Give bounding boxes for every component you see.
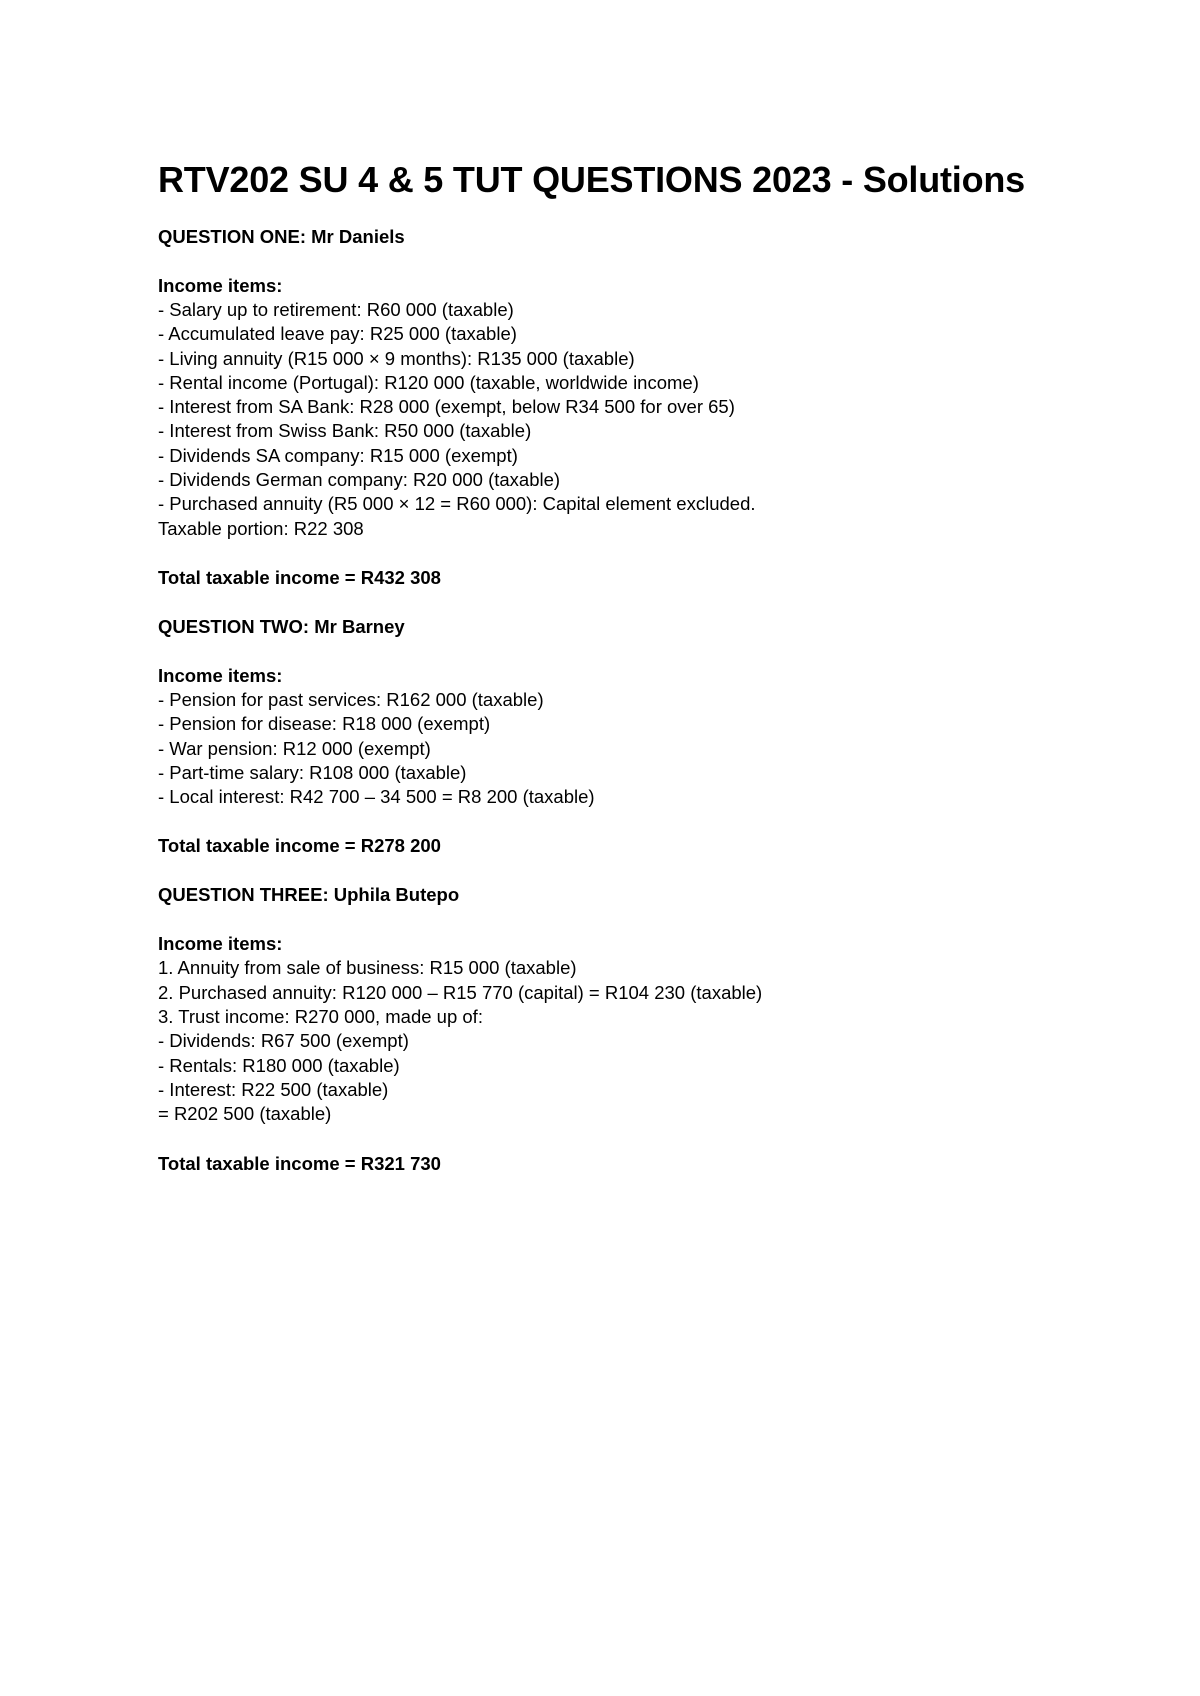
income-line: - Pension for past services: R162 000 (taxable)	[158, 688, 544, 710]
income-line: - Interest: R22 500 (taxable)	[158, 1078, 389, 1100]
question-three-section	[158, 883, 1118, 1175]
income-line: = R202 500 (taxable)	[158, 1103, 332, 1125]
question-one-heading: QUESTION ONE: Mr Daniels	[158, 226, 405, 247]
income-line: - Purchased annuity (R5 000 × 12 = R60 000): Capital element excluded.	[158, 493, 756, 515]
income-line: - Local interest: R42 700 – 34 500 = R8 200 (taxable)	[158, 786, 595, 808]
income-line: Taxable portion: R22 308	[158, 517, 364, 539]
document-page	[158, 158, 1118, 1176]
document-title: RTV202 SU 4 & 5 TUT QUESTIONS 2023 - Solutions	[158, 159, 1025, 200]
question-two-heading: QUESTION TWO: Mr Barney	[158, 615, 405, 637]
income-line: - Dividends: R67 500 (exempt)	[158, 1030, 409, 1052]
income-line: - Interest from SA Bank: R28 000 (exempt, below R34 500 for over 65)	[158, 396, 735, 418]
question-three-total: Total taxable income = R321 730	[158, 1152, 441, 1174]
question-one-income-items-heading: Income items:	[158, 275, 283, 296]
question-three-income-items-heading: Income items:	[158, 933, 283, 955]
income-line: - Accumulated leave pay: R25 000 (taxable)	[158, 323, 517, 345]
income-line: - Rentals: R180 000 (taxable)	[158, 1054, 400, 1076]
income-line: - Dividends German company: R20 000 (taxable)	[158, 469, 561, 491]
income-line: - Interest from Swiss Bank: R50 000 (taxable)	[158, 420, 532, 442]
income-line: - Rental income (Portugal): R120 000 (taxable, worldwide income)	[158, 371, 699, 393]
spacer	[158, 202, 1118, 225]
income-line: - War pension: R12 000 (exempt)	[158, 737, 431, 759]
question-one-section	[158, 225, 1118, 590]
question-two-section	[158, 615, 1118, 858]
question-two-income-items-heading: Income items:	[158, 664, 283, 686]
income-line: - Living annuity (R15 000 × 9 months): R135 000 (taxable)	[158, 347, 635, 369]
income-line: - Salary up to retirement: R60 000 (taxable)	[158, 299, 514, 320]
question-two-total: Total taxable income = R278 200	[158, 835, 441, 857]
income-line: - Dividends SA company: R15 000 (exempt)	[158, 444, 518, 466]
income-line: 2. Purchased annuity: R120 000 – R15 770 (capital) = R104 230 (taxable)	[158, 981, 763, 1003]
income-line: - Pension for disease: R18 000 (exempt)	[158, 713, 491, 735]
income-line: - Part-time salary: R108 000 (taxable)	[158, 761, 467, 783]
question-three-heading: QUESTION THREE: Uphila Butepo	[158, 884, 460, 906]
income-line: 3. Trust income: R270 000, made up of:	[158, 1006, 483, 1028]
question-one-total: Total taxable income = R432 308	[158, 566, 441, 588]
income-line: 1. Annuity from sale of business: R15 000 (taxable)	[158, 957, 577, 979]
